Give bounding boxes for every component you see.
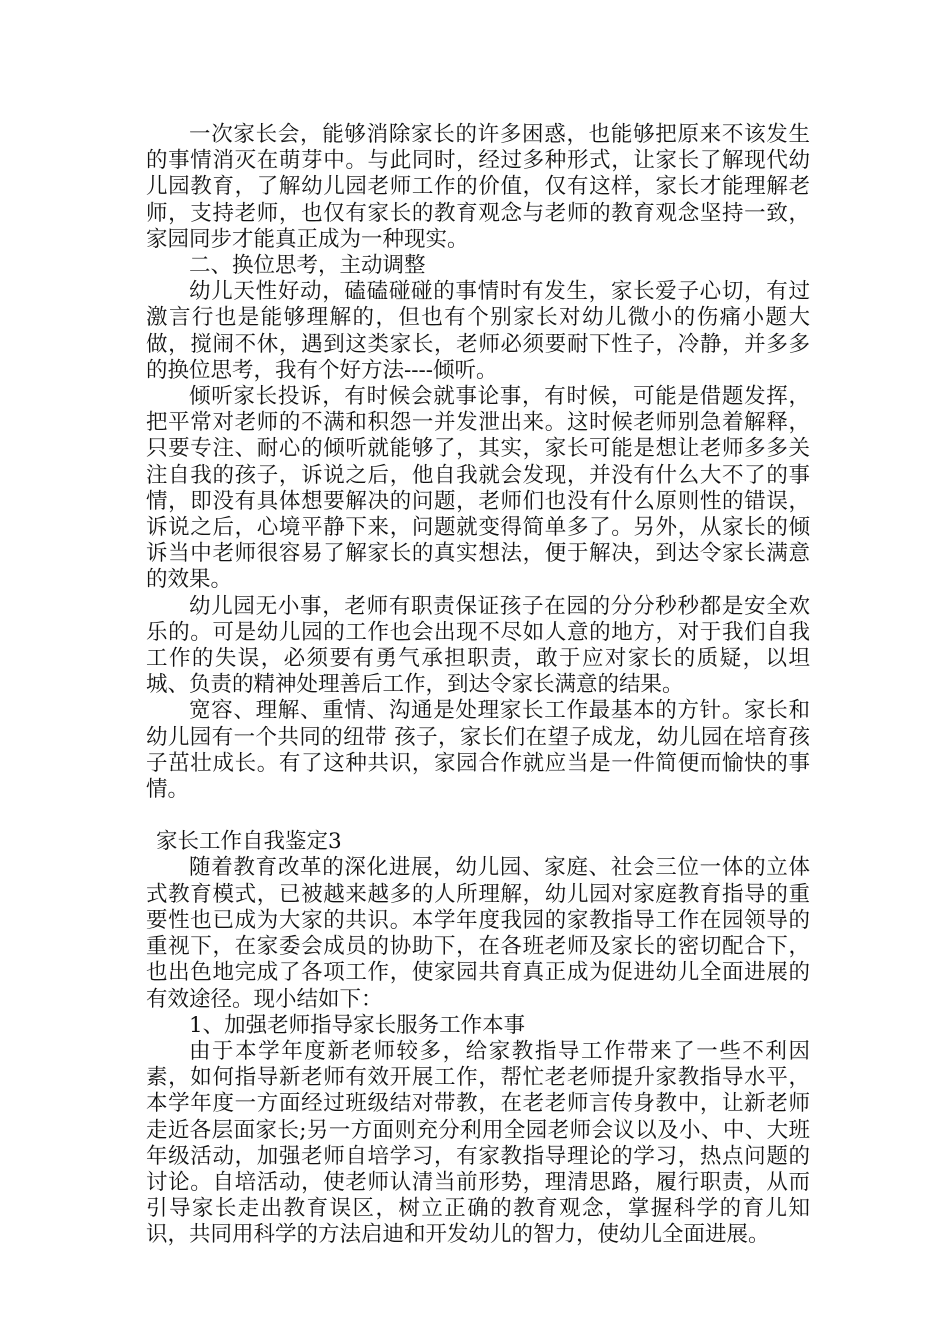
section-title-self-assessment-3: 家长工作自我鉴定3 (156, 829, 342, 855)
paragraph-children-active: 幼儿天性好动，磕磕碰碰的事情时有发生，家长爱子心切，有过激言行也是能够理解的，但也有个别家长对幼儿微小的伤痛小题大做，搅闹不休，遇到这类家长，老师必须要耐下性子，冷静，并多多的换位思考，我有个好方法----倾听。 (146, 279, 810, 383)
paragraph-parent-meeting: 一次家长会，能够消除家长的许多困惑，也能够把原来不该发生的事情消灭在萌芽中。与此同时，经过多种形式，让家长了解现代幼儿园教育，了解幼儿园老师工作的价值，仅有这样，家长才能理解老师，支持老师，也仅有家长的教育观念与老师的教育观念坚持一致，家园同步才能真正成为一种现实。 (146, 122, 810, 252)
heading-strengthen-guidance: 1、加强老师指导家长服务工作本事 (189, 1012, 526, 1038)
document-page (146, 122, 810, 1249)
paragraph-education-reform: 随着教育改革的深化进展，幼儿园、家庭、社会三位一体的立体式教育模式，已被越来越多的人所理解，幼儿园对家庭教育指导的重要性也已成为大家的共识。本学年度我园的家教指导工作在园领导的重视下，在家委会成员的协助下，在各班老师及家长的密切配合下，也出色地完成了各项工作，使家园共育真正成为促进幼儿全面进展的有效途径。现小结如下： (146, 855, 810, 1012)
paragraph-listening: 倾听家长投诉，有时候会就事论事，有时候，可能是借题发挥，把平常对老师的不满和积怨一并发泄出来。这时候老师别急着解释，只要专注、耐心的倾听就能够了，其实，家长可能是想让老师多多关注自我的孩子，诉说之后，他自我就会发现，并没有什么大不了的事情，即没有具体想要解决的问题，老师们也没有什么原则性的错误，诉说之后，心境平静下来，问题就变得简单多了。另外，从家长的倾诉当中老师很容易了解家长的真实想法，便于解决，到达令家长满意的效果。 (146, 384, 810, 593)
heading-perspective-taking: 二、换位思考，主动调整 (189, 253, 426, 279)
paragraph-no-small-matters: 幼儿园无小事，老师有职责保证孩子在园的分分秒秒都是安全欢乐的。可是幼儿园的工作也会出现不尽如人意的地方，对于我们自我工作的失误，必须要有勇气承担职责，敢于应对家长的质疑，以坦城、负责的精神处理善后工作，到达令家长满意的结果。 (146, 593, 810, 698)
paragraph-tolerance: 宽容、理解、重情、沟通是处理家长工作最基本的方针。家长和幼儿园有一个共同的纽带 孩子，家长们在望子成龙，幼儿园在培育孩子茁壮成长。有了这种共识，家园合作就应当是一件简便而愉快的事情。 (146, 698, 810, 803)
paragraph-new-teachers: 由于本学年度新老师较多，给家教指导工作带来了一些不利因素，如何指导新老师有效开展工作，帮忙老老师提升家教指导水平，本学年度一方面经过班级结对带教，在老老师言传身教中，让新老师走近各层面家长;另一方面则充分利用全园老师会议以及小、中、大班年级活动，加强老师自培学习，有家教指导理论的学习，热点问题的讨论。自培活动，使老师认清当前形势，理清思路，履行职责，从而引导家长走出教育误区，树立正确的教育观念，掌握科学的育儿知识，共同用科学的方法启迪和开发幼儿的智力，使幼儿全面进展。 (146, 1038, 810, 1248)
